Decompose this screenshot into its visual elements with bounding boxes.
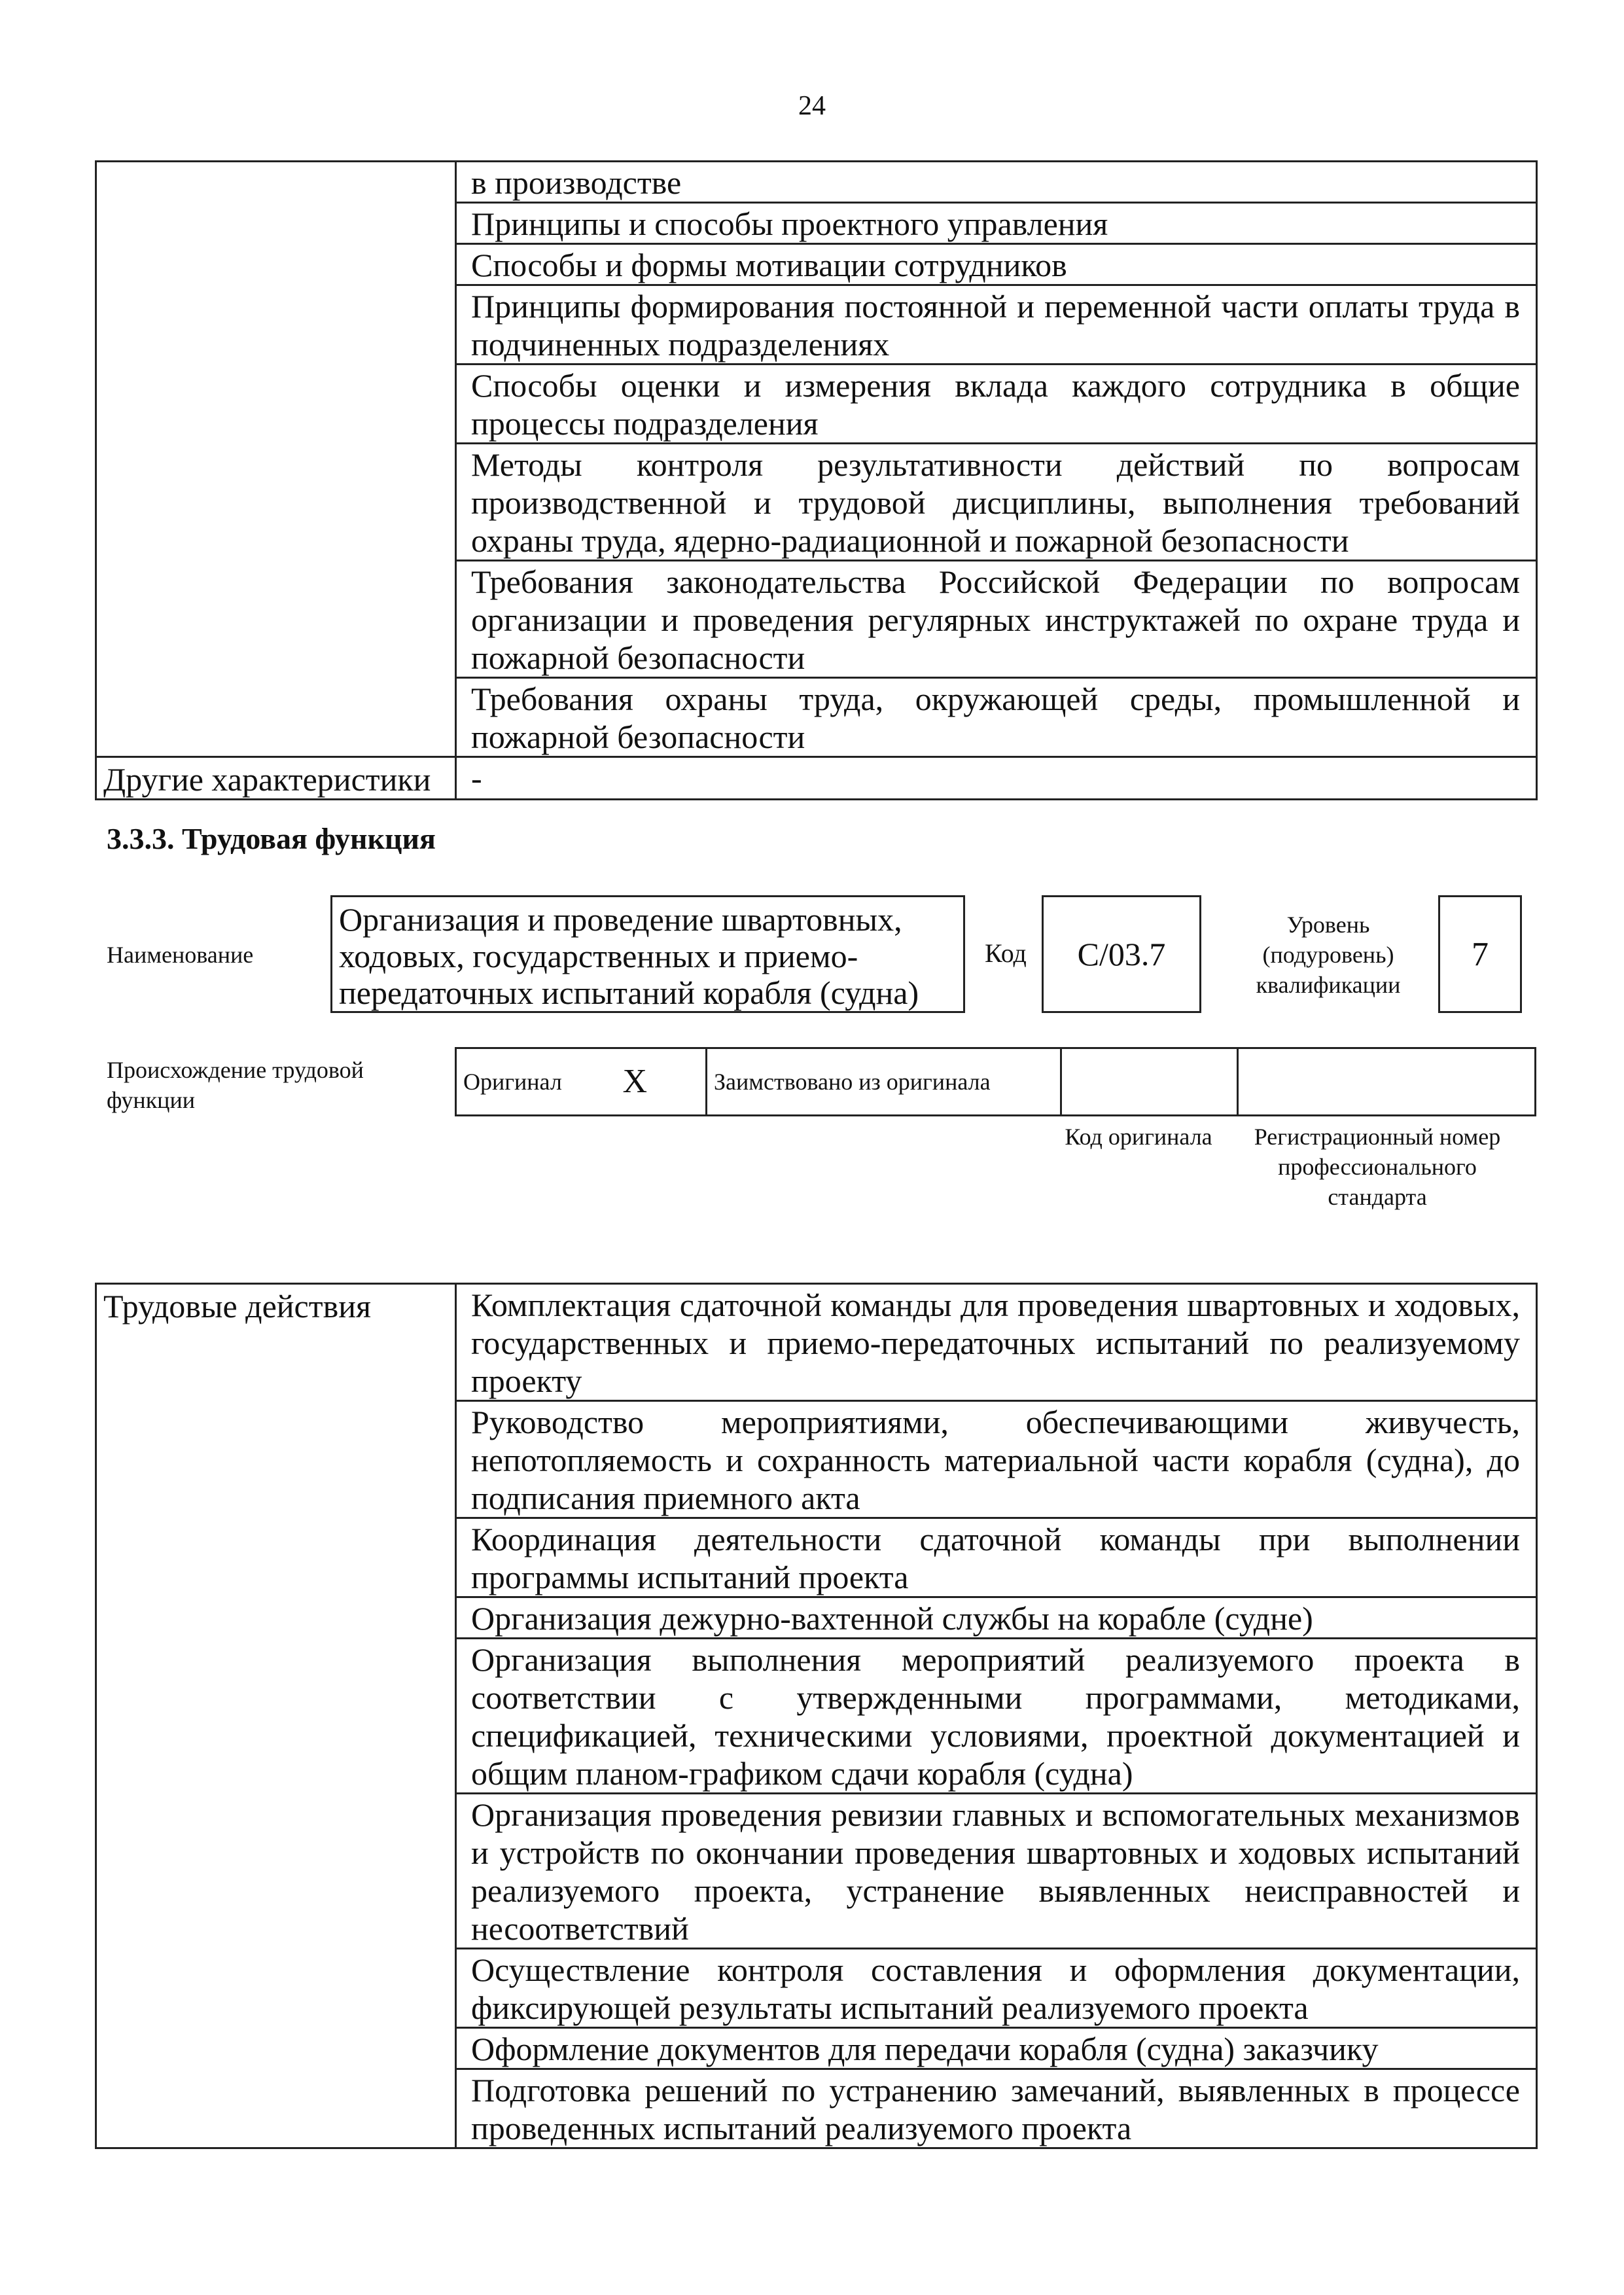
origin-code-cell [1061, 1048, 1238, 1116]
labor-action-item: Организация проведения ревизии главных и вспомогательных механизмов и устройств по окончании проведения швартовных и ходовых испытаний реализуемого проекта, устранение выявленных неисправностей и несоответствий [456, 1794, 1537, 1949]
qualification-level-label: Уровень (подуровень) квалификации [1256, 912, 1401, 998]
table-row [456, 1048, 1536, 1116]
original-code-caption: Код оригинала [1065, 1124, 1212, 1150]
origin-original-label: Оригинал [456, 1048, 623, 1116]
other-characteristics-label: Другие характеристики [96, 757, 456, 800]
table-row [96, 757, 1537, 800]
reg-number-caption: Регистрационный номер профессионального стандарта [1254, 1124, 1501, 1210]
knowledge-item: Принципы и способы проектного управления [456, 203, 1537, 244]
origin-borrowed-label: Заимствовано из оригинала [707, 1048, 1061, 1116]
labor-action-item: Организация дежурно-вахтенной службы на корабле (судне) [456, 1597, 1537, 1639]
function-code-box: C/03.7 [1042, 895, 1201, 1013]
labor-action-item: Координация деятельности сдаточной команды при выполнении программы испытаний проекта [456, 1518, 1537, 1597]
other-characteristics-value: - [456, 757, 1537, 800]
page-number: 24 [798, 91, 826, 121]
knowledge-table [95, 160, 1538, 800]
labor-actions-label: Трудовые действия [96, 1284, 456, 2148]
labor-action-item: Комплектация сдаточной команды для проведения швартовных и ходовых, государственных и приемо-передаточных испытаний по реализуемому проекту [456, 1284, 1537, 1401]
labor-action-item: Подготовка решений по устранению замечаний, выявленных в процессе проведенных испытаний реализуемого проекта [456, 2069, 1537, 2148]
labor-actions-table [95, 1283, 1538, 2149]
name-label: Наименование [107, 942, 254, 968]
knowledge-item: в производстве [456, 162, 1537, 203]
origin-table [455, 1047, 1536, 1116]
origin-reg-number-cell [1238, 1048, 1536, 1116]
code-label: Код [985, 938, 1027, 968]
table-cell-empty [96, 162, 456, 757]
table-row [96, 162, 1537, 203]
function-name-box: Организация и проведение швартовных, ходовых, государственных и приемо-передаточных испытаний корабля (судна) [330, 895, 965, 1013]
labor-action-item: Осуществление контроля составления и оформления документации, фиксирующей результаты испытаний реализуемого проекта [456, 1949, 1537, 2028]
table-row [96, 1284, 1537, 1401]
knowledge-item: Способы и формы мотивации сотрудников [456, 244, 1537, 285]
knowledge-item: Способы оценки и измерения вклада каждого сотрудника в общие процессы подразделения [456, 365, 1537, 444]
labor-action-item: Оформление документов для передачи корабля (судна) заказчику [456, 2028, 1537, 2069]
qualification-level-box: 7 [1438, 895, 1522, 1013]
origin-label: Происхождение трудовой функции [107, 1057, 364, 1113]
section-heading: 3.3.3. Трудовая функция [107, 822, 436, 855]
labor-action-item: Организация выполнения мероприятий реализуемого проекта в соответствии с утвержденными программами, методиками, спецификацией, техническими условиями, проектной документацией и общим планом-графиком сдачи корабля (судна) [456, 1639, 1537, 1794]
origin-original-mark: X [623, 1048, 707, 1116]
knowledge-item: Требования охраны труда, окружающей среды, промышленной и пожарной безопасности [456, 678, 1537, 757]
knowledge-item: Требования законодательства Российской Федерации по вопросам организации и проведения регулярных инструктажей по охране труда и пожарной безопасности [456, 561, 1537, 678]
knowledge-item: Методы контроля результативности действий по вопросам производственной и трудовой дисциплины, выполнения требований охраны труда, ядерно-радиационной и пожарной безопасности [456, 444, 1537, 561]
labor-action-item: Руководство мероприятиями, обеспечивающими живучесть, непотопляемость и сохранность материальной части корабля (судна), до подписания приемного акта [456, 1401, 1537, 1518]
knowledge-item: Принципы формирования постоянной и переменной части оплаты труда в подчиненных подразделениях [456, 285, 1537, 365]
